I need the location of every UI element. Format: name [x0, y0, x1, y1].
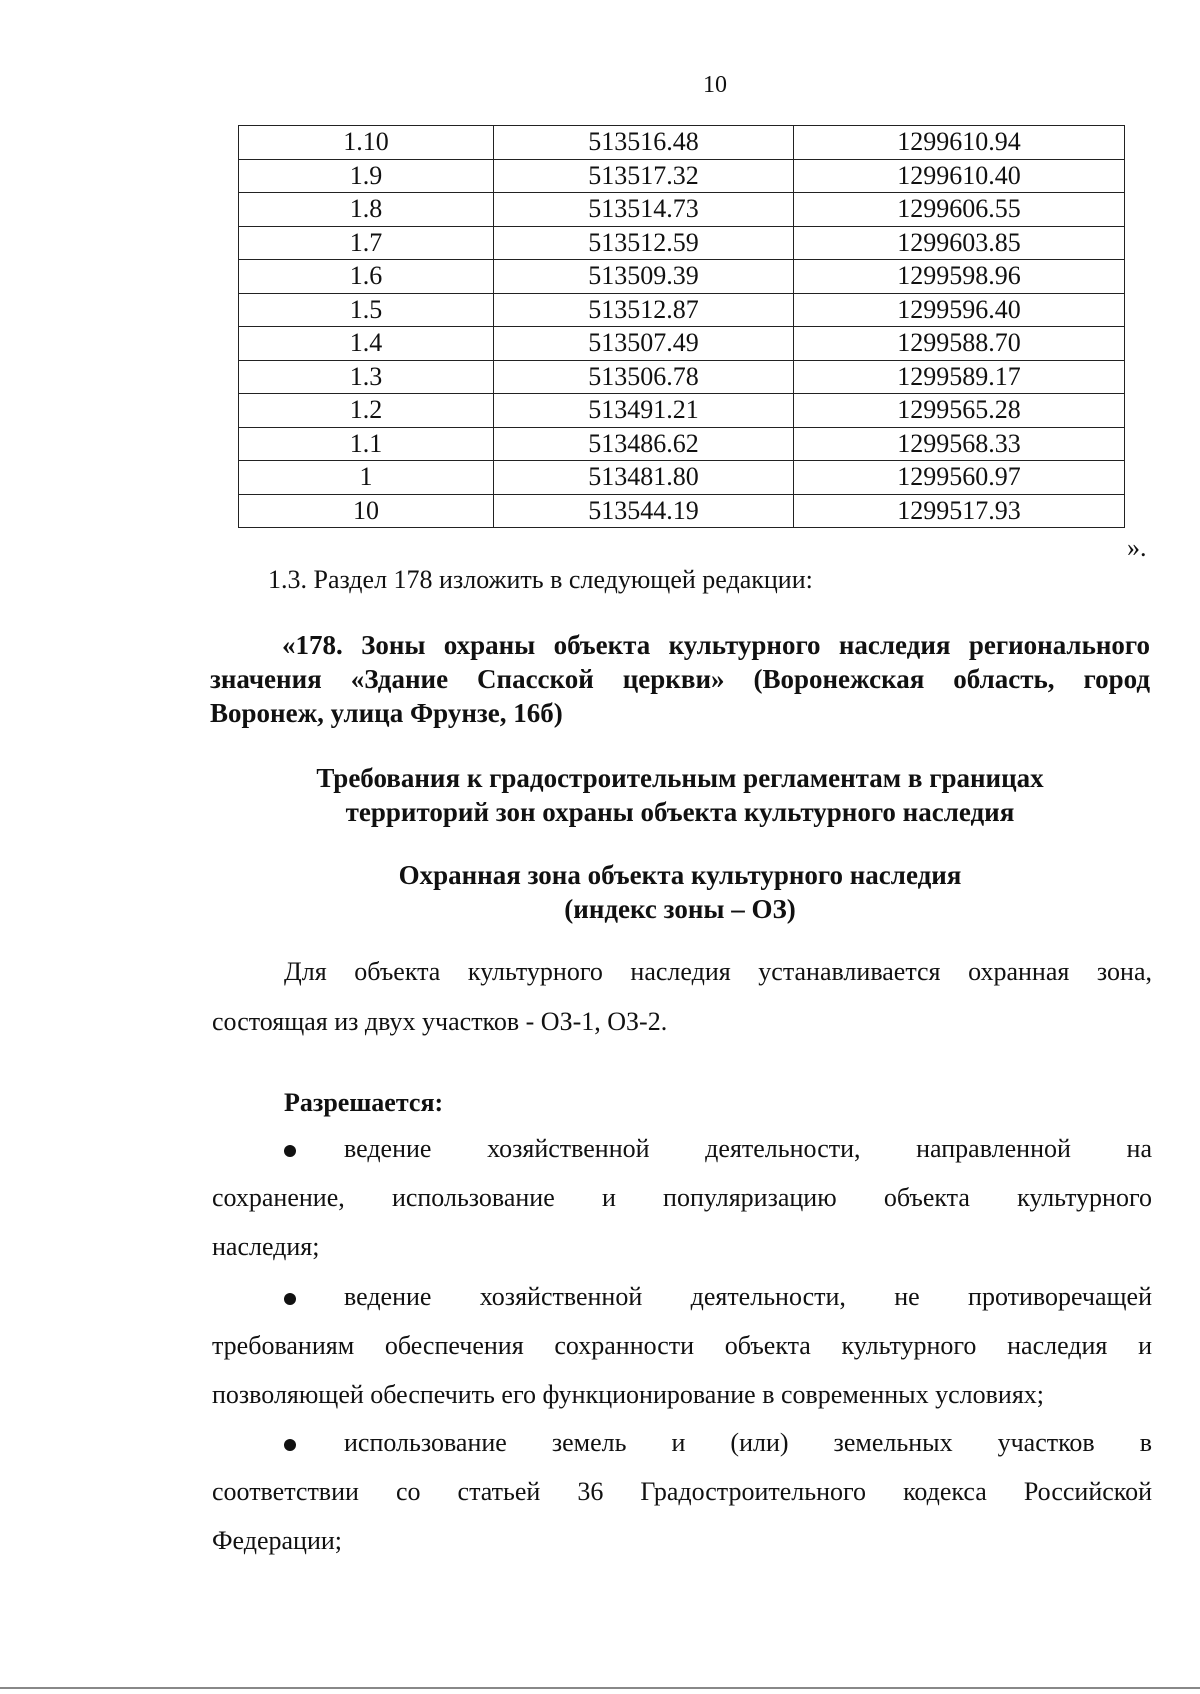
- section-instruction: 1.3. Раздел 178 изложить в следующей редакции:: [268, 565, 813, 594]
- intro-paragraph: [212, 947, 1152, 1047]
- table-row: [239, 293, 1125, 327]
- heading-line-2: значения «Здание Спасской церкви» (Воронежская область, город: [210, 664, 1150, 694]
- requirements-heading-line-2: территорий зон охраны объекта культурного наследия: [345, 797, 1015, 827]
- x-coordinate-cell: 513509.39: [494, 260, 794, 294]
- closing-quote: ».: [1127, 533, 1147, 562]
- table-row: [239, 394, 1125, 428]
- y-coordinate-cell: 1299596.40: [794, 293, 1125, 327]
- heading-line-3: Воронеж, улица Фрунзе, 16б): [210, 698, 563, 728]
- y-coordinate-cell: 1299560.97: [794, 461, 1125, 495]
- y-coordinate-cell: 1299517.93: [794, 494, 1125, 528]
- table-row: [239, 193, 1125, 227]
- y-coordinate-cell: 1299610.94: [794, 126, 1125, 160]
- zone-heading: [210, 858, 1150, 926]
- x-coordinate-cell: 513481.80: [494, 461, 794, 495]
- x-coordinate-cell: 513514.73: [494, 193, 794, 227]
- point-number-cell: 1.3: [239, 360, 494, 394]
- bullet-icon: [284, 1439, 296, 1451]
- bullet-2-line-2: требованиям обеспечения сохранности объекта культурного наследия и: [212, 1331, 1152, 1360]
- y-coordinate-cell: 1299565.28: [794, 394, 1125, 428]
- x-coordinate-cell: 513506.78: [494, 360, 794, 394]
- point-number-cell: 1.10: [239, 126, 494, 160]
- x-coordinate-cell: 513516.48: [494, 126, 794, 160]
- table-row: [239, 427, 1125, 461]
- point-number-cell: 1.1: [239, 427, 494, 461]
- bullet-item-3: [212, 1418, 1152, 1565]
- y-coordinate-cell: 1299589.17: [794, 360, 1125, 394]
- page-number: 10: [703, 72, 727, 98]
- bullet-2-line-1: ведение хозяйственной деятельности, не противоречащей: [344, 1282, 1152, 1311]
- point-number-cell: 1.6: [239, 260, 494, 294]
- zone-heading-line-1: Охранная зона объекта культурного наследия: [398, 860, 962, 890]
- table-row: [239, 159, 1125, 193]
- bullet-item-2: [212, 1272, 1152, 1419]
- y-coordinate-cell: 1299610.40: [794, 159, 1125, 193]
- x-coordinate-cell: 513512.59: [494, 226, 794, 260]
- point-number-cell: 1: [239, 461, 494, 495]
- bullet-2-line-3: позволяющей обеспечить его функционирование в современных условиях;: [212, 1380, 1045, 1409]
- x-coordinate-cell: 513491.21: [494, 394, 794, 428]
- requirements-heading: [210, 761, 1150, 829]
- intro-line-1: Для объекта культурного наследия устанавливается охранная зона,: [284, 957, 1152, 986]
- point-number-cell: 10: [239, 494, 494, 528]
- point-number-cell: 1.7: [239, 226, 494, 260]
- point-number-cell: 1.2: [239, 394, 494, 428]
- point-number-cell: 1.5: [239, 293, 494, 327]
- bullet-1-line-2: сохранение, использование и популяризацию объекта культурного: [212, 1183, 1152, 1212]
- bullet-icon: [284, 1293, 296, 1305]
- bullet-3-line-1: использование земель и (или) земельных участков в: [344, 1428, 1152, 1457]
- y-coordinate-cell: 1299588.70: [794, 327, 1125, 361]
- zone-heading-line-2: (индекс зоны – ОЗ): [564, 894, 796, 924]
- coordinates-table-body: [239, 126, 1125, 528]
- table-row: [239, 327, 1125, 361]
- coordinates-table: [238, 125, 1125, 528]
- bullet-3-line-2: соответствии со статьей 36 Градостроительного кодекса Российской: [212, 1477, 1152, 1506]
- bullet-icon: [284, 1145, 296, 1157]
- bullet-3-line-3: Федерации;: [212, 1526, 343, 1555]
- table-row: [239, 126, 1125, 160]
- table-row: [239, 360, 1125, 394]
- y-coordinate-cell: 1299606.55: [794, 193, 1125, 227]
- table-row: [239, 494, 1125, 528]
- x-coordinate-cell: 513544.19: [494, 494, 794, 528]
- heading-line-1: «178. Зоны охраны объекта культурного наследия регионального: [282, 630, 1150, 660]
- bullet-1-line-3: наследия;: [212, 1232, 320, 1261]
- point-number-cell: 1.4: [239, 327, 494, 361]
- x-coordinate-cell: 513507.49: [494, 327, 794, 361]
- table-row: [239, 260, 1125, 294]
- y-coordinate-cell: 1299568.33: [794, 427, 1125, 461]
- point-number-cell: 1.8: [239, 193, 494, 227]
- requirements-heading-line-1: Требования к градостроительным регламентам в границах: [316, 763, 1044, 793]
- intro-line-2: состоящая из двух участков - ОЗ-1, ОЗ-2.: [212, 1007, 668, 1036]
- y-coordinate-cell: 1299603.85: [794, 226, 1125, 260]
- bullet-1-line-1: ведение хозяйственной деятельности, направленной на: [344, 1134, 1152, 1163]
- page-bottom-divider: [0, 1687, 1200, 1689]
- y-coordinate-cell: 1299598.96: [794, 260, 1125, 294]
- allowed-title: Разрешается:: [284, 1088, 444, 1117]
- bullet-item-1: [212, 1124, 1152, 1271]
- point-number-cell: 1.9: [239, 159, 494, 193]
- x-coordinate-cell: 513486.62: [494, 427, 794, 461]
- x-coordinate-cell: 513512.87: [494, 293, 794, 327]
- x-coordinate-cell: 513517.32: [494, 159, 794, 193]
- table-row: [239, 461, 1125, 495]
- section-178-heading: [210, 628, 1150, 730]
- table-row: [239, 226, 1125, 260]
